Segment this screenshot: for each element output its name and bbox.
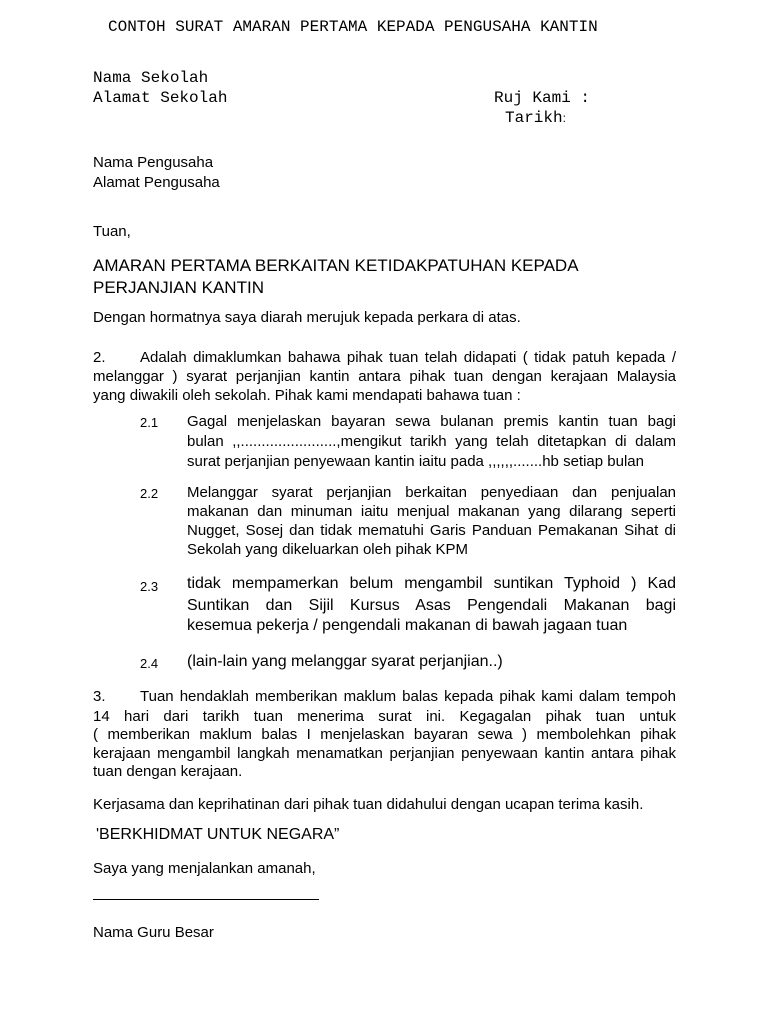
motto: 'BERKHIDMAT UNTUK NEGARA” <box>96 826 340 843</box>
date-label-text: Tarikh <box>505 109 563 127</box>
salutation: Tuan, <box>93 223 131 240</box>
sign-off: Saya yang menjalankan amanah, <box>93 860 316 877</box>
item-2-2-line-4: Sekolah yang dikeluarkan oleh pihak KPM <box>187 541 469 558</box>
recipient-name: Nama Pengusaha <box>93 154 214 171</box>
item-2-3-line-3: kesemua pekerja / pengendali makanan di bawah jagaan tuan <box>187 617 628 634</box>
opening-line: Dengan hormatnya saya diarah merujuk kepada perkara di atas. <box>93 309 521 326</box>
item-2-2-line-3: Nugget, Sosej dan tidak mematuhi Garis Panduan Pemakanan Sihat di <box>187 522 676 539</box>
school-address: Alamat Sekolah <box>93 89 228 107</box>
school-name: Nama Sekolah <box>93 69 209 87</box>
para2-line-3: yang diwakili oleh sekolah. Pihak kami mendapati bahawa tuan : <box>93 387 521 404</box>
item-2-4-number: 2.4 <box>140 656 159 671</box>
item-2-2-line-1: Melanggar syarat perjanjian berkaitan penyediaan dan penjualan <box>187 484 676 501</box>
para3-line-3: ( memberikan maklum balas I menjelaskan bayaran sewa ) membolehkan pihak <box>93 726 676 743</box>
para3-line-5: tuan dengan kerajaan. <box>93 763 243 780</box>
para2-line-1: Adalah dimaklumkan bahawa pihak tuan telah didapati ( tidak patuh kepada / <box>140 349 676 366</box>
para2-line-2: melanggar ) syarat perjanjian kantin antara pihak tuan dengan kerajaan Malaysia <box>93 368 676 385</box>
date-label <box>505 109 566 127</box>
subject-line-1: AMARAN PERTAMA BERKAITAN KETIDAKPATUHAN KEPADA <box>93 256 579 275</box>
subject-line-2: PERJANJIAN KANTIN <box>93 278 264 297</box>
item-2-3-number: 2.3 <box>140 579 159 594</box>
recipient-address: Alamat Pengusaha <box>93 174 220 191</box>
item-2-2-line-2: makanan dan minuman iaitu menjual makanan yang dilarang seperti <box>187 503 676 520</box>
item-2-1-line-3: surat perjanjian penyewaan kantin iaitu pada ,,,,,,.......hb setiap bulan <box>187 453 644 470</box>
para2-number: 2. <box>93 349 106 366</box>
signature-line <box>93 899 319 900</box>
closing-thanks: Kerjasama dan keprihatinan dari pihak tuan didahului dengan ucapan terima kasih. <box>93 796 644 813</box>
item-2-3-line-2: Suntikan dan Sijil Kursus Asas Pengendali Makanan bagi <box>187 597 676 614</box>
item-2-1-number: 2.1 <box>140 415 159 430</box>
item-2-2-number: 2.2 <box>140 486 159 501</box>
item-2-1-line-2: bulan ,,.......................,mengikut tarikh yang telah ditetapkan di dalam <box>187 433 676 450</box>
item-2-3-line-1: tidak mempamerkan belum mengambil suntikan Typhoid ) Kad <box>187 575 676 592</box>
para3-line-1: Tuan hendaklah memberikan maklum balas kepada pihak kami dalam tempoh <box>140 688 676 705</box>
para3-number: 3. <box>93 688 106 705</box>
signatory-name: Nama Guru Besar <box>93 924 214 941</box>
para3-line-4: kerajaan mengambil langkah menamatkan perjanjian penyewaan kantin antara pihak <box>93 745 676 762</box>
para3-line-2: 14 hari dari tarikh tuan menerima surat ini. Kegagalan pihak tuan untuk <box>93 708 676 725</box>
item-2-1-line-1: Gagal menjelaskan bayaran sewa bulanan premis kantin tuan bagi <box>187 413 676 430</box>
item-2-4-line-1: (lain-lain yang melanggar syarat perjanjian..) <box>187 653 503 670</box>
letter-title: CONTOH SURAT AMARAN PERTAMA KEPADA PENGUSAHA KANTIN <box>108 18 598 36</box>
date-colon: : <box>562 111 566 125</box>
reference-label: Ruj Kami : <box>494 89 591 107</box>
